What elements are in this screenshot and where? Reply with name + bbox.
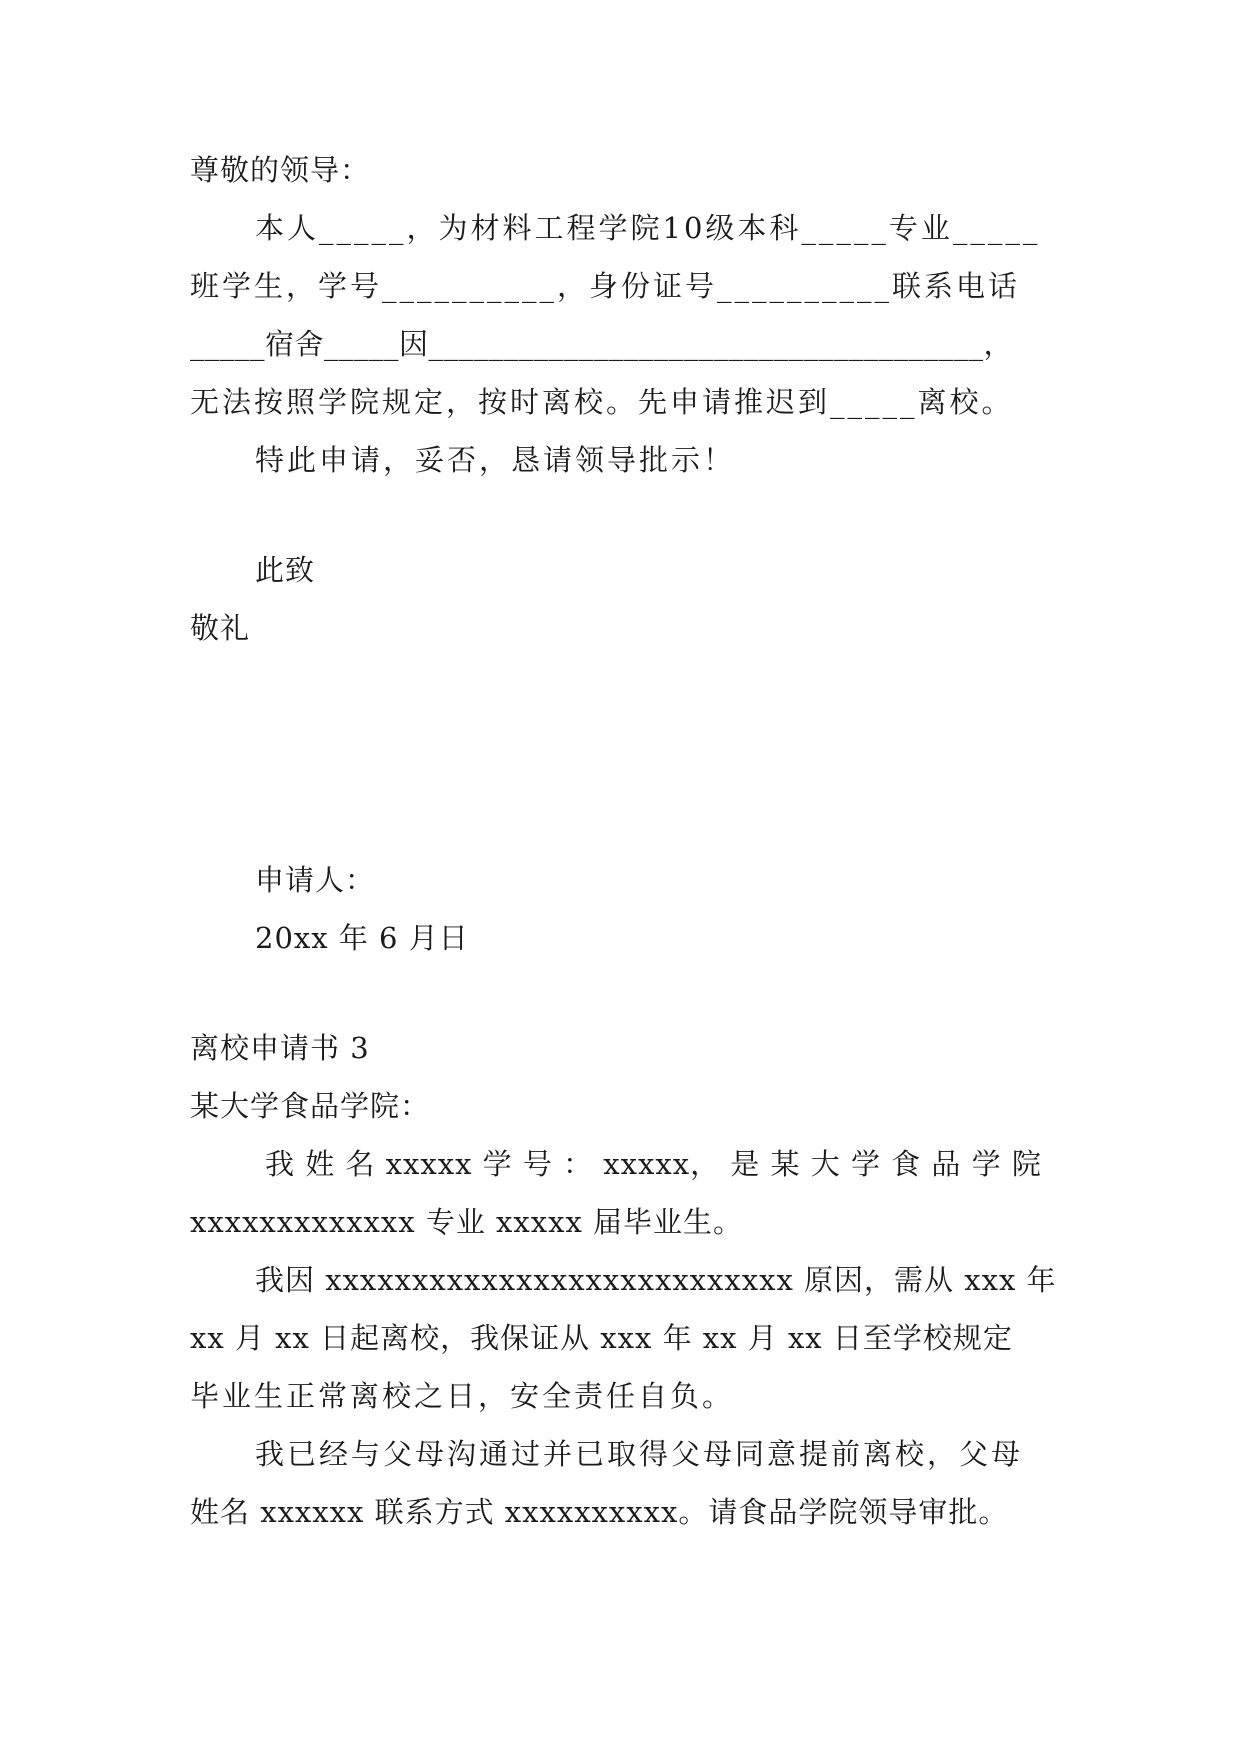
para2-line-2: xx 月 xx 日起离校，我保证从 xxx 年 xx 月 xx 日至学校规定 bbox=[190, 1321, 1013, 1355]
addressee: 某大学食品学院： bbox=[190, 1089, 431, 1123]
para2-line-3: 毕业生正常离校之日，安全责任自负。 bbox=[190, 1379, 735, 1413]
body-line-1: 本人_____，为材料工程学院10级本科_____专业_____ bbox=[255, 211, 1041, 245]
salutation: 尊敬的领导： bbox=[190, 153, 371, 187]
para3-line-1: 我已经与父母沟通过并已取得父母同意提前离校，父母 bbox=[255, 1437, 1024, 1471]
para1-line-1: 我 姓 名 xxxxx 学 号 ： xxxxx， 是 某 大 学 食 品 学 院 bbox=[265, 1147, 1042, 1181]
date-line: 20xx 年 6 月日 bbox=[255, 921, 469, 955]
closing-jingli: 敬礼 bbox=[190, 611, 251, 645]
body-line-4: 无法按照学院规定，按时离校。先申请推迟到_____离校。 bbox=[190, 385, 1014, 419]
body-line-3: _____宿舍_____因_____________________________________， bbox=[190, 327, 1014, 361]
document-title: 离校申请书 3 bbox=[190, 1031, 370, 1065]
para2-line-1: 我因 xxxxxxxxxxxxxxxxxxxxxxxxxxx 原因，需从 xxx 年 bbox=[255, 1263, 1057, 1297]
para3-line-2: 姓名 xxxxxx 联系方式 xxxxxxxxxx。请食品学院领导审批。 bbox=[190, 1495, 1009, 1529]
para1-line-2: xxxxxxxxxxxxx 专业 xxxxx 届毕业生。 bbox=[190, 1205, 744, 1239]
request-line: 特此申请，妥否，恳请领导批示！ bbox=[255, 443, 736, 477]
closing-cizhi: 此致 bbox=[255, 553, 316, 587]
applicant-label: 申请人： bbox=[255, 863, 376, 897]
body-line-2: 班学生，学号__________，身份证号__________联系电话 bbox=[190, 269, 1021, 303]
